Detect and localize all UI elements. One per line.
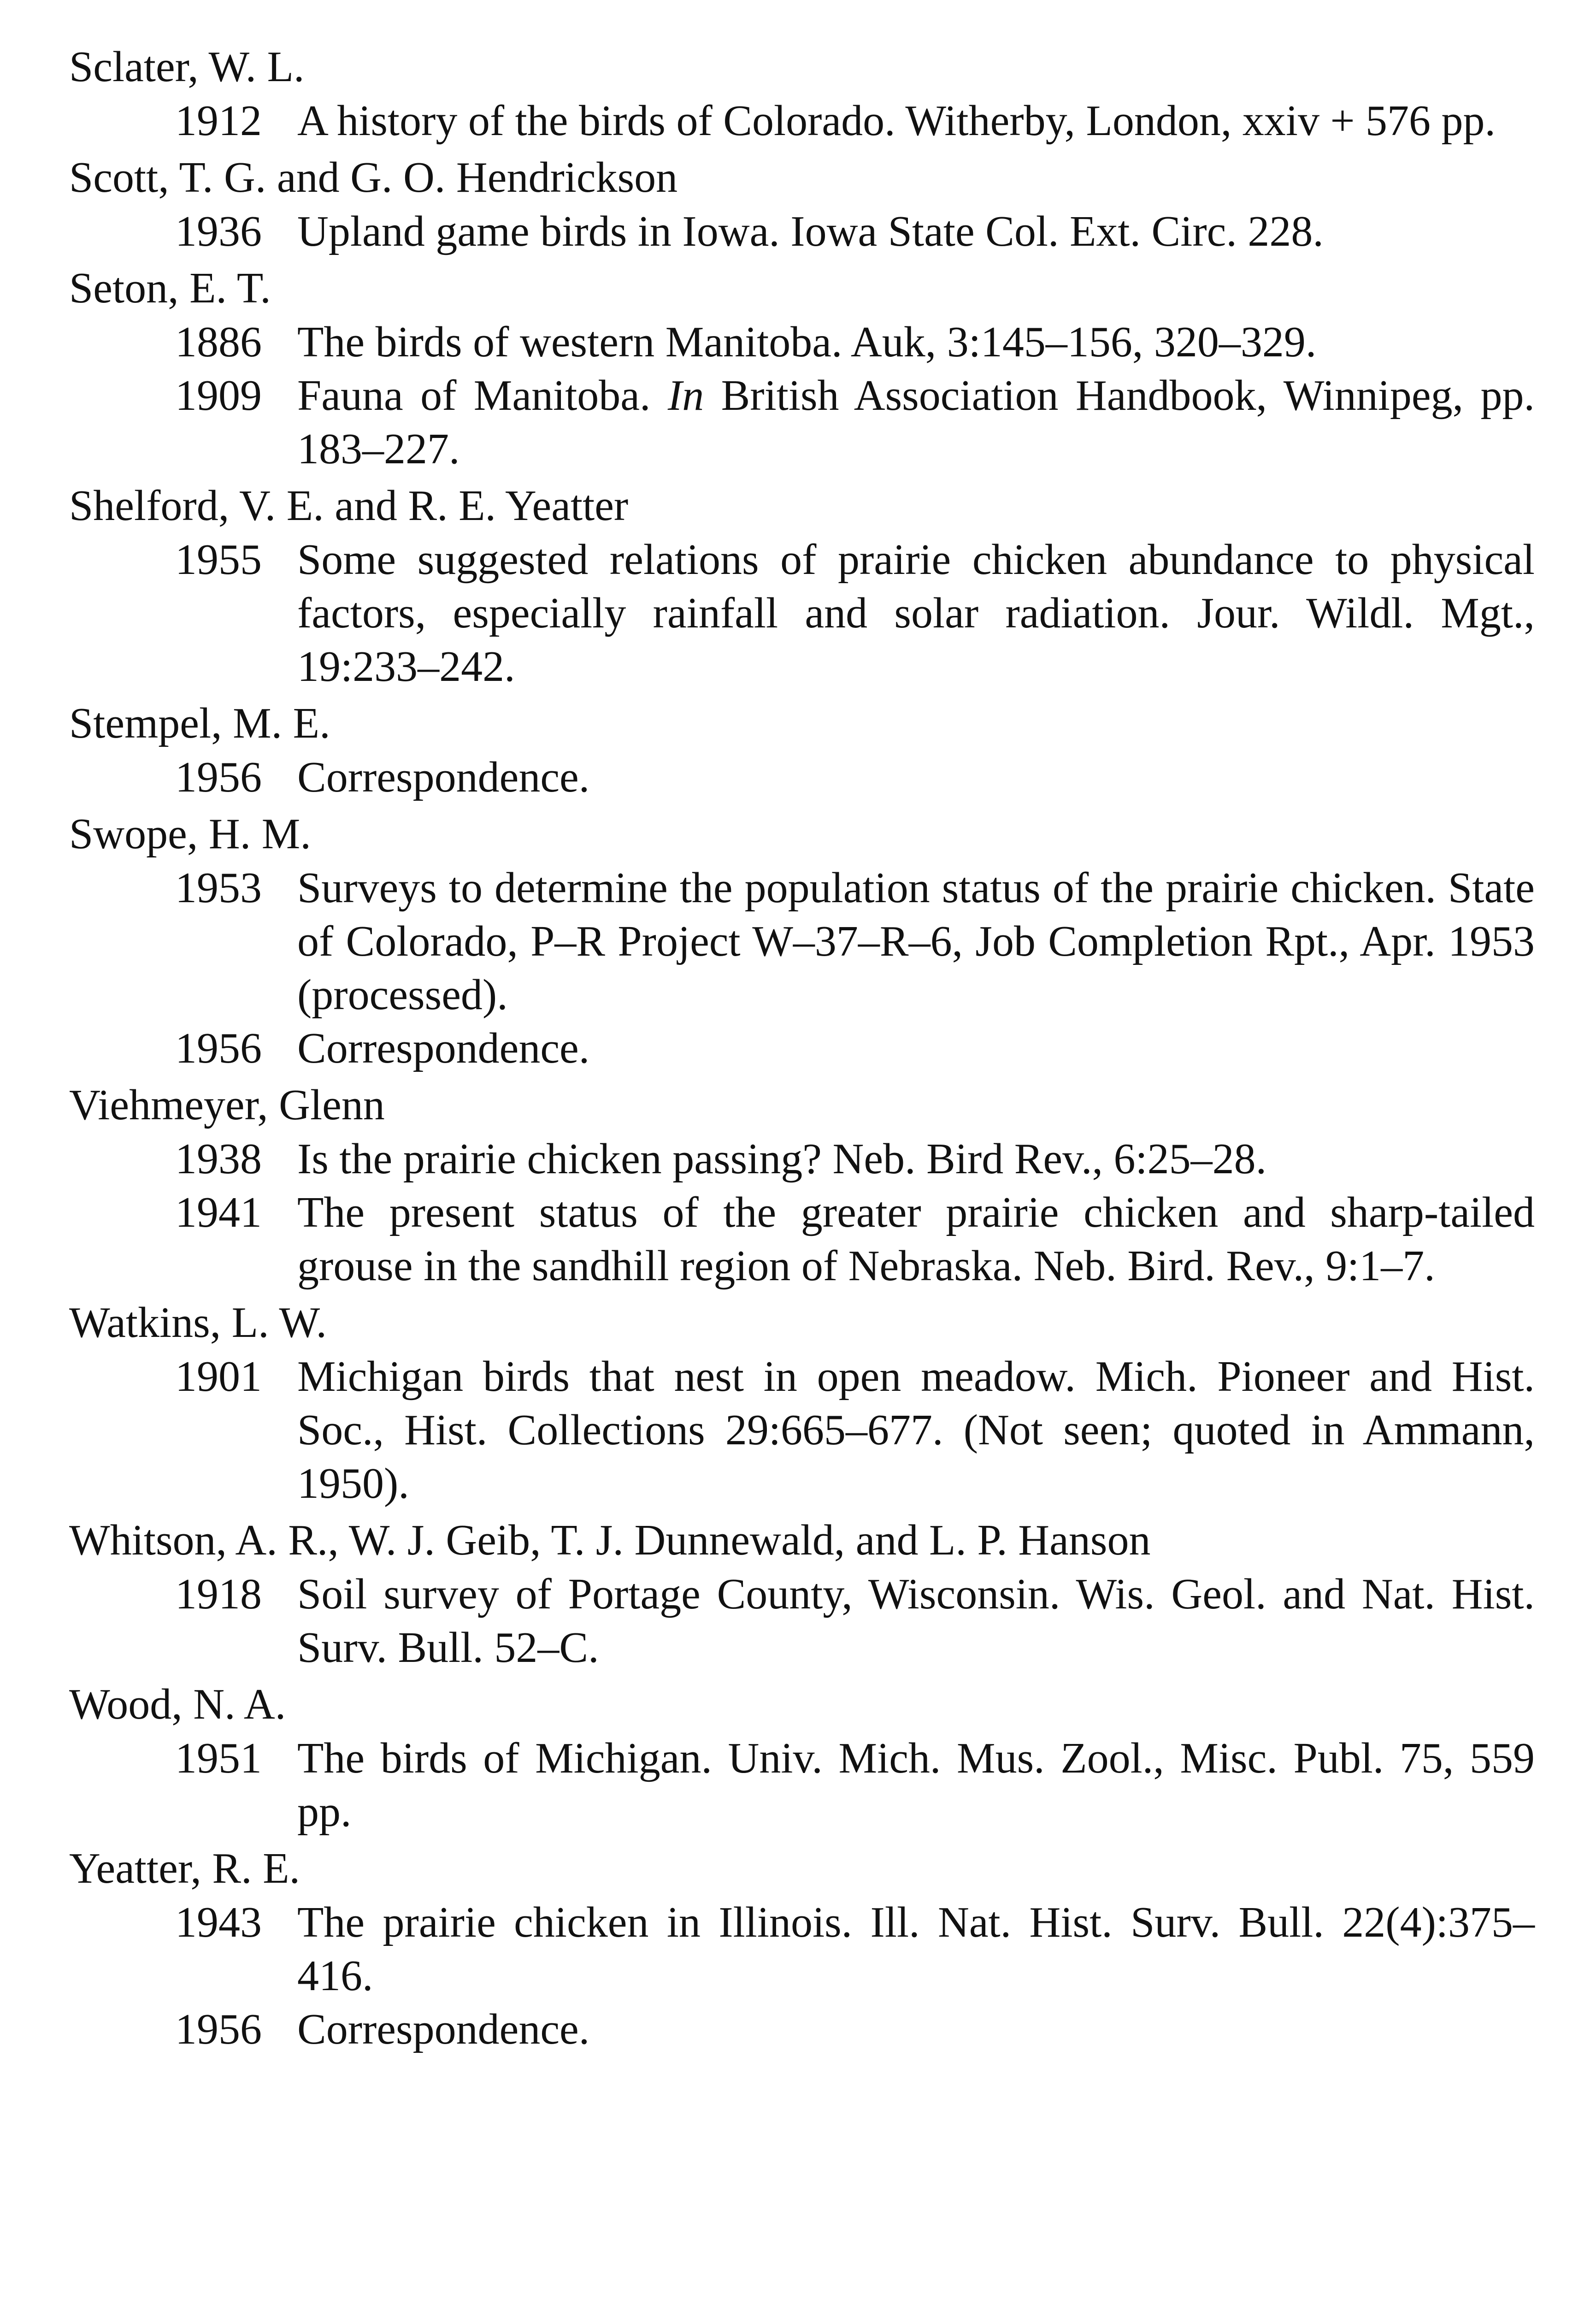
entry-author: Stempel, M. E.: [69, 699, 330, 747]
bibliography-entry: [69, 693, 1535, 804]
reference-text: Michigan birds that nest in open meadow. Mich. Pioneer and Hist. Soc., Hist. Collections 29:665–677. (Not seen; quoted in Ammann, 1950).: [297, 1353, 1535, 1507]
reference-year: 1956: [175, 1024, 262, 1072]
reference-text: The prairie chicken in Illinois. Ill. Nat. Hist. Surv. Bull. 22(4):375–416.: [297, 1898, 1535, 2000]
reference-item: [69, 861, 1535, 1022]
reference-text: Correspondence.: [297, 1024, 590, 1072]
bibliography-entry: [69, 804, 1535, 1075]
reference-item: [69, 94, 1535, 148]
bibliography-entry: [69, 258, 1535, 476]
document-page: [69, 37, 1535, 2305]
reference-text: Upland game birds in Iowa. Iowa State Col. Ext. Circ. 228.: [297, 207, 1324, 255]
entry-author: Wood, N. A.: [69, 1680, 286, 1728]
reference-item: [69, 1896, 1535, 2003]
bibliography-entry: [69, 476, 1535, 693]
reference-year: 1912: [175, 97, 262, 145]
reference-year: 1953: [175, 864, 262, 912]
reference-year: 1918: [175, 1570, 262, 1618]
reference-item: [69, 533, 1535, 693]
reference-text: Surveys to determine the population status of the prairie chicken. State of Colorado, P–R Project W–37–R–6, Job Completion Rpt., Apr. 1953 (processed).: [297, 864, 1535, 1019]
reference-year: 1941: [175, 1188, 262, 1236]
reference-year: 1938: [175, 1135, 262, 1183]
bibliography-entry: [69, 1293, 1535, 1510]
reference-item: [69, 315, 1535, 369]
bibliography-entry: [69, 1838, 1535, 2056]
reference-item: [69, 369, 1535, 476]
reference-item: [69, 1732, 1535, 1838]
reference-year: 1943: [175, 1898, 262, 1946]
reference-item: [69, 1132, 1535, 1186]
entry-author: Yeatter, R. E.: [69, 1844, 300, 1892]
reference-year: 1951: [175, 1734, 262, 1782]
reference-text: The present status of the greater prairie chicken and sharp-tailed grouse in the sandhill region of Nebraska. Neb. Bird. Rev., 9:1–7.: [297, 1188, 1535, 1290]
reference-text: Correspondence.: [297, 753, 590, 801]
reference-item: [69, 1022, 1535, 1075]
reference-text-post: British Association Handbook, Winnipeg, pp. 183–227.: [297, 372, 1535, 473]
entry-author: Shelford, V. E. and R. E. Yeatter: [69, 482, 629, 530]
reference-text: The birds of Michigan. Univ. Mich. Mus. Zool., Misc. Publ. 75, 559 pp.: [297, 1734, 1535, 1836]
reference-text: Is the prairie chicken passing? Neb. Bird Rev., 6:25–28.: [297, 1135, 1267, 1183]
bibliography-entry: [69, 37, 1535, 148]
reference-item: [69, 1567, 1535, 1674]
entry-author: Watkins, L. W.: [69, 1299, 327, 1347]
reference-item: [69, 751, 1535, 804]
entry-author: Viehmeyer, Glenn: [69, 1081, 385, 1129]
reference-text: [297, 369, 1535, 476]
reference-year: 1886: [175, 318, 262, 366]
bibliography-entry: [69, 1075, 1535, 1293]
bibliography-entry: [69, 1510, 1535, 1674]
reference-item: [69, 1186, 1535, 1293]
entry-author: Whitson, A. R., W. J. Geib, T. J. Dunnewald, and L. P. Hanson: [69, 1516, 1151, 1564]
reference-item: [69, 205, 1535, 258]
bibliography-entry: [69, 148, 1535, 258]
reference-year: 1956: [175, 2005, 262, 2053]
entry-author: Seton, E. T.: [69, 264, 271, 312]
reference-text: A history of the birds of Colorado. Witherby, London, xxiv + 576 pp.: [297, 97, 1496, 145]
reference-year: 1901: [175, 1353, 262, 1401]
reference-text-italic: In: [667, 372, 704, 420]
entry-author: Scott, T. G. and G. O. Hendrickson: [69, 154, 678, 201]
entry-author: Swope, H. M.: [69, 810, 311, 858]
entry-author: Sclater, W. L.: [69, 43, 305, 91]
reference-year: 1909: [175, 372, 262, 420]
reference-text-pre: Fauna of Manitoba.: [297, 372, 668, 420]
reference-text: The birds of western Manitoba. Auk, 3:145–156, 320–329.: [297, 318, 1317, 366]
reference-text: Some suggested relations of prairie chicken abundance to physical factors, especially rainfall and solar radiation. Jour. Wildl. Mgt., 19:233–242.: [297, 536, 1535, 691]
bibliography-entry: [69, 1674, 1535, 1838]
reference-year: 1956: [175, 753, 262, 801]
reference-item: [69, 2003, 1535, 2056]
reference-text: Correspondence.: [297, 2005, 590, 2053]
reference-text: Soil survey of Portage County, Wisconsin. Wis. Geol. and Nat. Hist. Surv. Bull. 52–C.: [297, 1570, 1535, 1672]
reference-year: 1936: [175, 207, 262, 255]
reference-year: 1955: [175, 536, 262, 584]
reference-item: [69, 1350, 1535, 1510]
